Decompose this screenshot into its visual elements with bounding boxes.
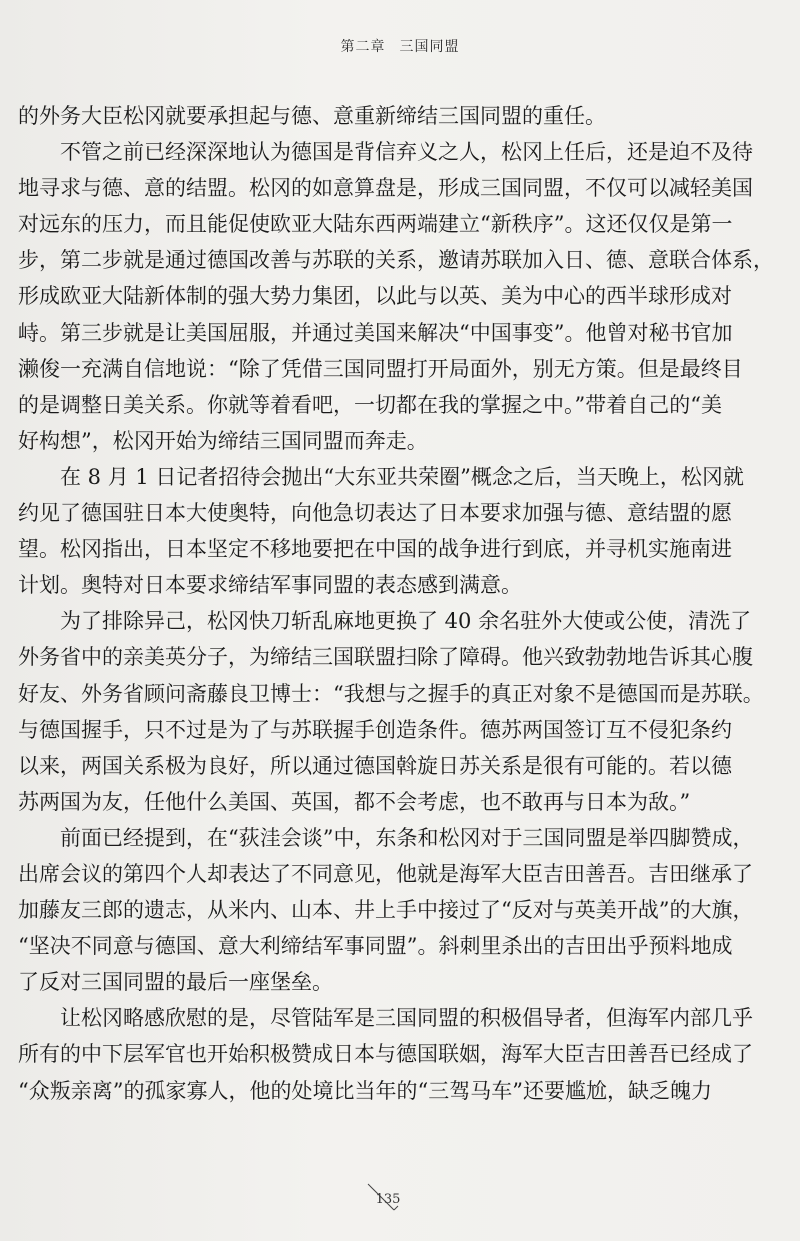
text-line: 加藤友三郎的遗志，从米内、山本、井上手中接过了“反对与英美开战”的大旗， [18, 898, 754, 923]
text-line: 了反对三国同盟的最后一座堡垒。 [18, 970, 333, 995]
text-line: 前面已经提到，在“荻洼会谈”中，东条和松冈对于三国同盟是举四脚赞成， [60, 825, 754, 850]
chapter-title: 三国同盟 [399, 39, 460, 55]
running-header [0, 36, 800, 56]
text-line: 濑俊一充满自信地说：“除了凭借三国同盟打开局面外，别无方策。但是最终目 [18, 356, 743, 381]
text-line: 峙。第三步就是让美国屈服，并通过美国来解决“中国事变”。他曾对秘书官加 [18, 320, 733, 345]
text-line: 望。松冈指出，日本坚定不移地要把在中国的战争进行到底，并寻机实施南进 [18, 537, 732, 562]
text-line: “坚决不同意与德国、意大利缔结军事同盟”。斜刺里杀出的吉田出乎预料地成 [18, 934, 733, 959]
text-line: 所有的中下层军官也开始积极赞成日本与德国联姻，海军大臣吉田善吾已经成了 [18, 1042, 753, 1067]
text-line: 计划。奥特对日本要求缔结军事同盟的表态感到满意。 [18, 573, 522, 598]
text-line: 不管之前已经深深地认为德国是背信弃义之人，松冈上任后，还是迫不及待 [60, 140, 753, 165]
text-line: 约见了德国驻日本大使奥特，向他急切表达了日本要求加强与德、意结盟的愿 [18, 501, 732, 526]
text-line: 让松冈略感欣慰的是，尽管陆军是三国同盟的积极倡导者，但海军内部几乎 [60, 1006, 753, 1031]
text-line: 好友、外务省顾问斋藤良卫博士：“我想与之握手的真正对象不是德国而是苏联。 [18, 681, 764, 706]
text-line: 以来，两国关系极为良好，所以通过德国斡旋日苏关系是很有可能的。若以德 [18, 753, 732, 778]
text-line: “众叛亲离”的孤家寡人，他的处境比当年的“三驾马车”还要尴尬，缺乏魄力 [18, 1078, 712, 1103]
text-line: 在 8 月 1 日记者招待会抛出“大东亚共荣圈”概念之后，当天晚上，松冈就 [60, 464, 744, 489]
text-line: 形成欧亚大陆新体制的强大势力集团，以此与以英、美为中心的西半球形成对 [18, 284, 732, 309]
text-line: 为了排除异己，松冈快刀斩乱麻地更换了 40 余名驻外大使或公使，清洗了 [60, 609, 752, 634]
body-text [18, 98, 782, 1109]
page-number: 135 [375, 1192, 401, 1207]
text-line: 出席会议的第四个人却表达了不同意见，他就是海军大臣吉田善吾。吉田继承了 [18, 861, 753, 886]
chapter-label: 第二章 [340, 39, 386, 55]
text-line: 的外务大臣松冈就要承担起与德、意重新缔结三国同盟的重任。 [18, 104, 606, 128]
text-line: 对远东的压力，而且能促使欧亚大陆东西两端建立“新秩序”。这还仅仅是第一 [18, 212, 733, 237]
text-line: 苏两国为友，任他什么美国、英国，都不会考虑，也不敢再与日本为敌。” [18, 789, 691, 814]
text-line: 与德国握手，只不过是为了与苏联握手创造条件。德苏两国签订互不侵犯条约 [18, 717, 732, 742]
text-line: 外务省中的亲美英分子，为缔结三国联盟扫除了障碍。他兴致勃勃地告诉其心腹 [18, 645, 753, 670]
text-line: 好构想”，松冈开始为缔结三国同盟而奔走。 [18, 428, 428, 453]
text-line: 地寻求与德、意的结盟。松冈的如意算盘是，形成三国同盟，不仅可以减轻美国 [18, 176, 753, 201]
page-footer [0, 1192, 800, 1222]
text-line: 步，第二步就是通过德国改善与苏联的关系，邀请苏联加入日、德、意联合体系， [18, 248, 774, 273]
text-line: 的是调整日美关系。你就等着看吧，一切都在我的掌握之中。”带着自己的“美 [18, 392, 722, 417]
